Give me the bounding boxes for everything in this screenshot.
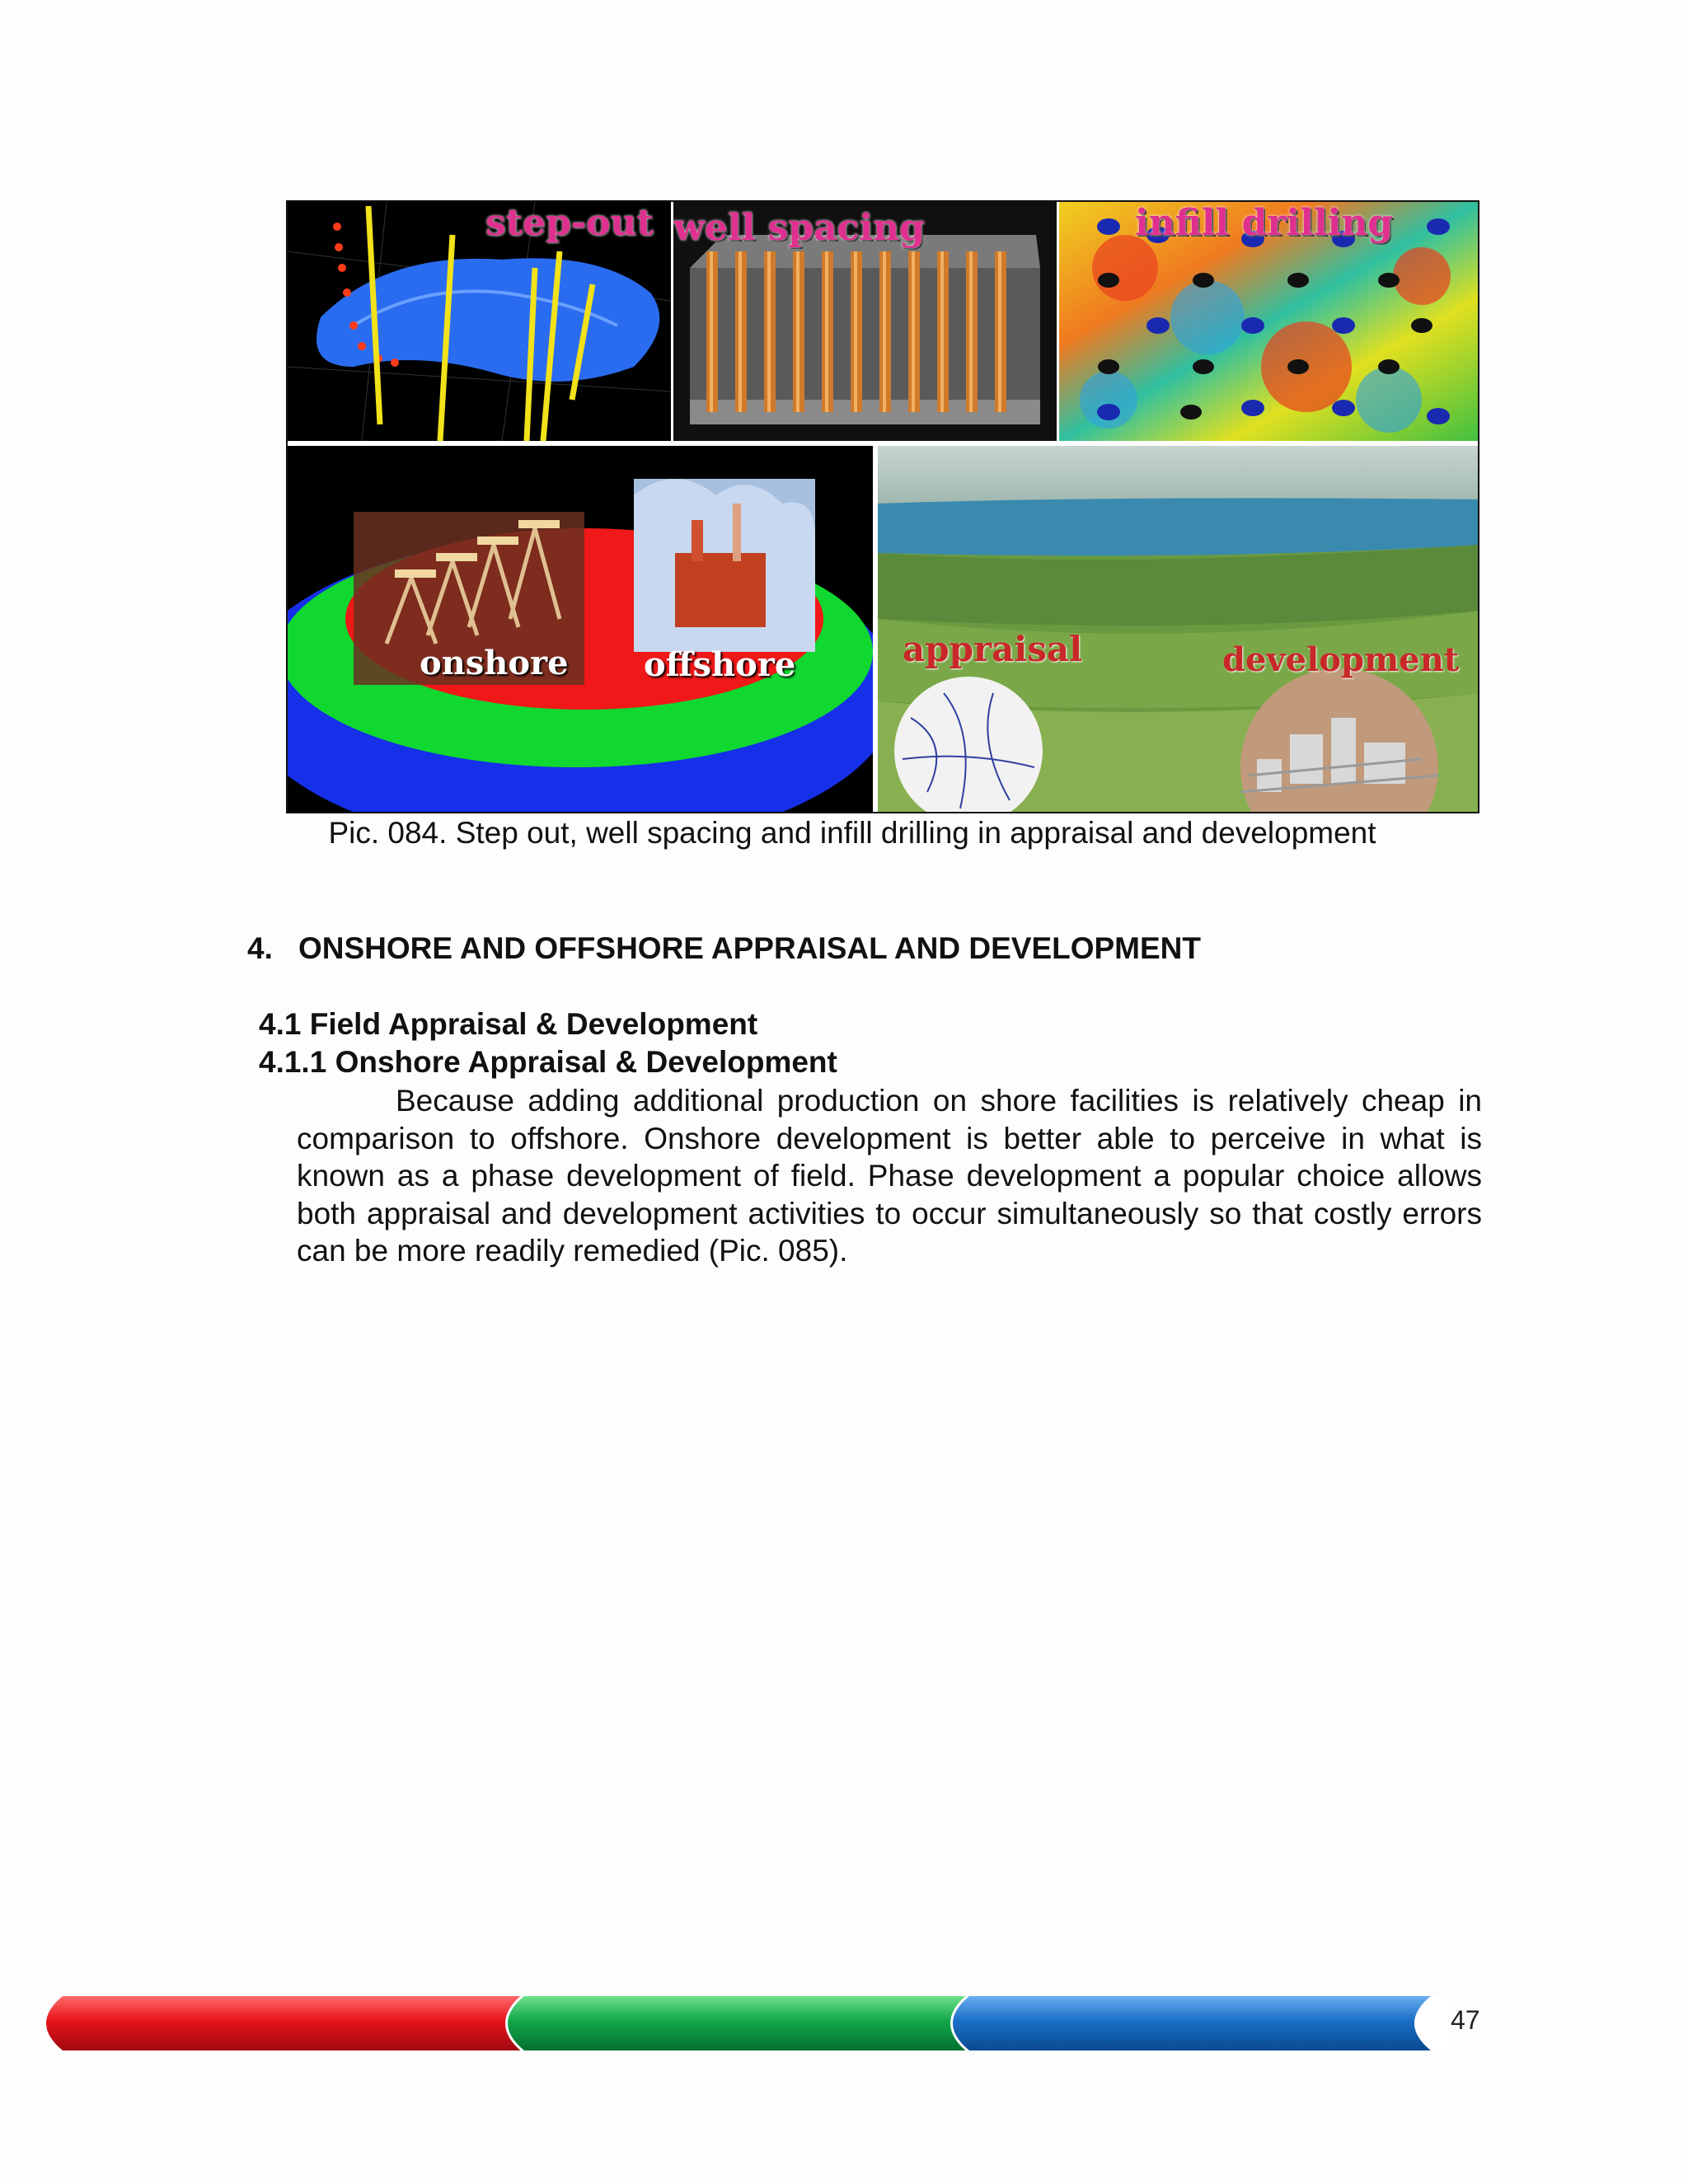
onshore-offshore-illustration xyxy=(288,446,873,813)
figure-pic-084 xyxy=(286,200,1479,813)
label-well-spacing: well spacing xyxy=(673,207,925,249)
label-onshore: onshore xyxy=(420,644,569,682)
figure-caption: Pic. 084. Step out, well spacing and infill drilling in appraisal and development xyxy=(328,816,1376,850)
label-appraisal: appraisal xyxy=(903,629,1083,669)
label-offshore: offshore xyxy=(644,645,796,684)
panel-well-spacing xyxy=(673,202,1057,441)
footer-capsules xyxy=(30,1986,1447,2060)
subsection-heading: 4.1 Field Appraisal & Development xyxy=(259,1007,758,1041)
footer-red-capsule xyxy=(46,1996,524,2050)
section-heading xyxy=(247,931,1201,966)
footer-green-capsule xyxy=(508,1996,969,2050)
panel-onshore-offshore xyxy=(288,446,873,813)
body-paragraph: Because adding additional production on shore facilities is relatively cheap in comparison to offshore. Onshore development is better able to perceive in what is known as a phase development of field. Phase development a popular choice allows both appraisal and development activities to occur simultaneously so that costly errors can be more readily remedied (Pic. 085). xyxy=(297,1084,1482,1268)
subsubsection-heading: 4.1.1 Onshore Appraisal & Development xyxy=(259,1045,837,1079)
label-step-out: step-out xyxy=(485,202,654,244)
footer-blue-capsule xyxy=(953,1996,1431,2050)
panel-appraisal-development xyxy=(878,446,1479,813)
panel-infill-drilling xyxy=(1059,202,1479,441)
label-infill-drilling: infill drilling xyxy=(1135,202,1394,244)
page-number: 47 xyxy=(1451,2005,1480,2035)
panel-step-out xyxy=(288,202,671,441)
label-development: development xyxy=(1222,640,1460,679)
section-title: ONSHORE AND OFFSHORE APPRAISAL AND DEVELOPMENT xyxy=(298,931,1202,965)
section-number: 4. xyxy=(247,931,273,965)
footer-decorative-band xyxy=(30,1986,1447,2060)
